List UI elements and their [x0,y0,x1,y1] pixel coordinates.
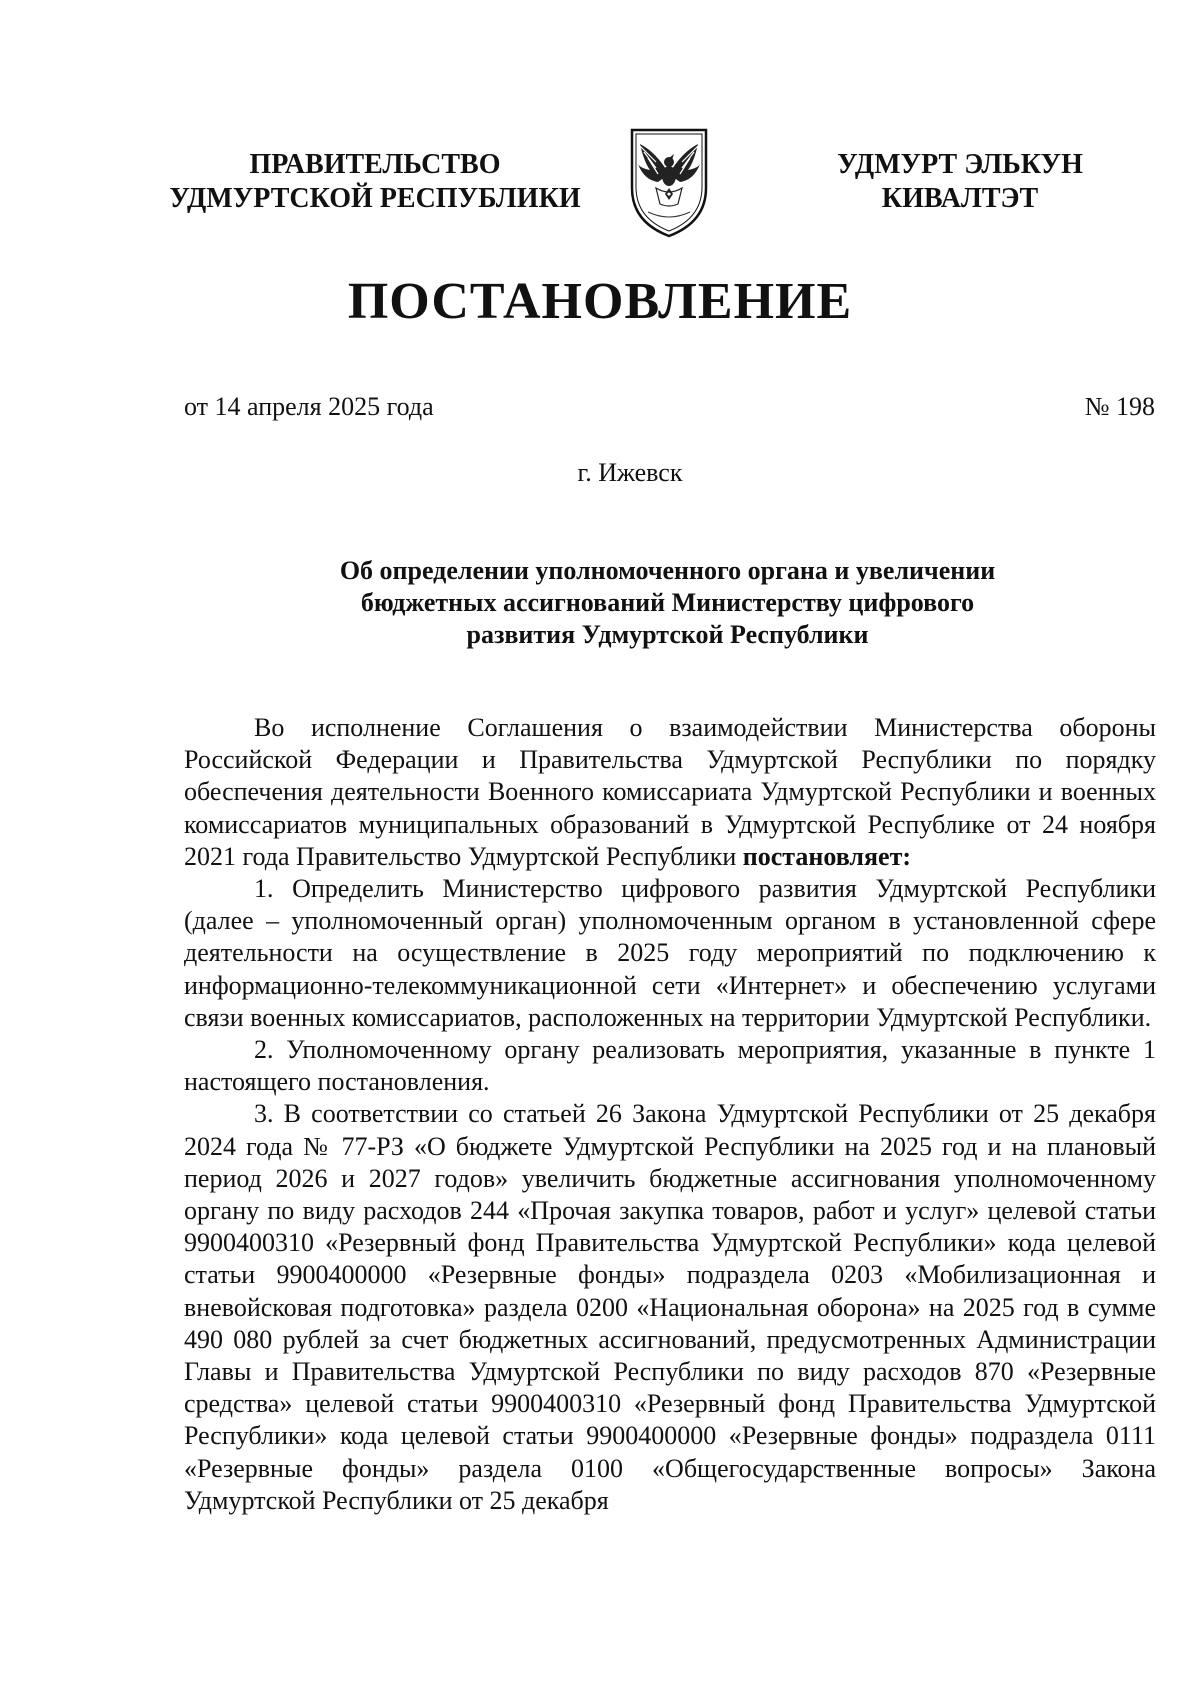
item-1-paragraph: 1. Определить Министерство цифрового развития Удмуртской Республики (далее – уполномоченный орган) уполномоченным органом в установленной сфере деятельности на осуществление в 2025 году мероприятий по подключению к информационно-телекоммуникационной сети «Интернет» и обеспечению услугами связи военных комиссариатов, расположенных на территории Удмуртской Республики. [184,874,1156,1032]
document-body [184,712,1156,1517]
header-right [805,148,1115,216]
preamble-text: Во исполнение Соглашения о взаимодействии Министерства обороны Российской Федерации и Правительства Удмуртской Республики по порядку обеспечения деятельности Военного комиссариата Удмуртской Республики и военных комиссариатов муниципальных образований в Удмуртской Республике от 24 ноября 2021 года Правительство Удмуртской Республики [184,713,1156,871]
subject-line3: развития Удмуртской Республики [466,620,869,649]
header-right-line2: КИВАЛТЭТ [881,183,1039,214]
subject-line1: Об определении уполномоченного органа и увеличении [339,556,996,585]
item-3-paragraph: 3. В соответствии со статьей 26 Закона Удмуртской Республики от 25 декабря 2024 года № 77-РЗ «О бюджете Удмуртской Республики на 2025 год и на плановый период 2026 и 2027 годов» увеличить бюджетные ассигнования уполномоченному органу по виду расходов 244 «Прочая закупка товаров, работ и услуг» целевой статьи 9900400310 «Резервный фонд Правительства Удмуртской Республики» кода целевой статьи 9900400000 «Резервные фонды» подраздела 0203 «Мобилизационная и вневойсковая подготовка» раздела 0200 «Национальная оборона» на 2025 год в сумме 490 080 рублей за счет бюджетных ассигнований, предусмотренных Администрации Главы и Правительства Удмуртской Республики по виду расходов 870 «Резервные средства» целевой статьи 9900400310 «Резервный фонд Правительства Удмуртской Республики» кода целевой статьи 9900400000 «Резервные фонды» подраздела 0111 «Резервные фонды» раздела 0100 «Общегосударственные вопросы» Закона Удмуртской Республики от 25 декабря [184,1099,1156,1515]
header-left [150,148,600,216]
document-title: ПОСТАНОВЛЕНИЕ [347,273,853,330]
subject-line2: бюджетных ассигнований Министерству цифрового [360,588,975,617]
header-right-line1: УДМУРТ ЭЛЬКУН [837,149,1083,180]
decree-colon: : [902,841,912,871]
item-2-paragraph: 2. Уполномоченному органу реализовать мероприятия, указанные в пункте 1 настоящего постановления. [184,1035,1156,1097]
decree-word: постановляет [742,841,903,871]
document-date: от 14 апреля 2025 года [184,392,434,421]
document-subject [290,555,1045,651]
header-left-line2: УДМУРТСКОЙ РЕСПУБЛИКИ [169,183,581,214]
header-left-line1: ПРАВИТЕЛЬСТВО [249,149,501,180]
document-number: № 198 [1084,392,1155,421]
document-city: г. Ижевск [577,458,683,487]
preamble-paragraph [184,712,1156,873]
coat-of-arms-emblem [626,122,712,240]
